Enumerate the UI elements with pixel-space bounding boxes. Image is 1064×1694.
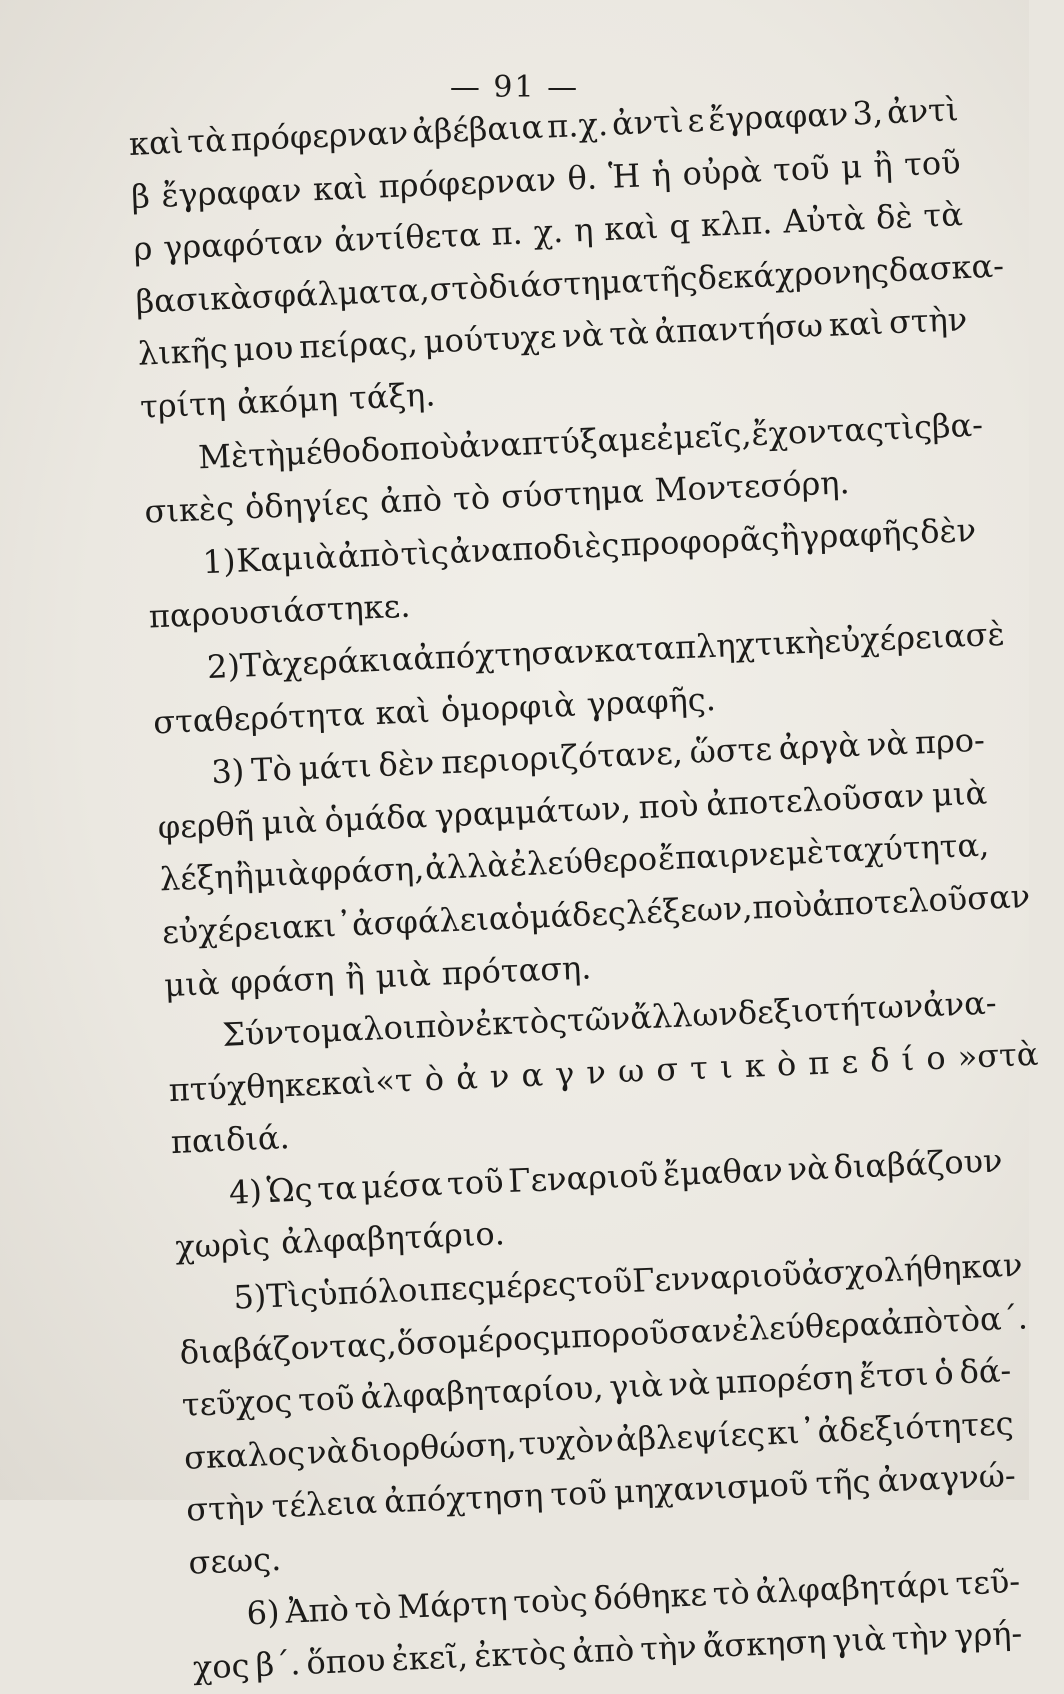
word: τὶς	[399, 532, 450, 573]
word: γιὰ	[831, 1619, 887, 1661]
word: 3,	[851, 93, 884, 133]
word: ἔγραφαν	[160, 170, 303, 215]
word: τὸ	[452, 478, 491, 518]
word: σικὲς	[143, 489, 235, 531]
word: ρ	[132, 229, 154, 269]
word: 4)	[228, 1172, 263, 1212]
word: β	[130, 176, 151, 216]
word: καὶ	[828, 303, 884, 345]
word: 1)	[201, 541, 237, 581]
word: σὲ	[964, 614, 1006, 655]
word: πεδίο	[807, 1037, 959, 1083]
word: θ.	[566, 158, 598, 198]
word: ἀκόμη	[236, 379, 339, 422]
word: οὐρὰ	[681, 151, 763, 193]
word: ἀλφαβηταρίου,	[359, 1368, 605, 1417]
word: πρόφερναν	[229, 113, 409, 159]
word: τὰ	[608, 313, 650, 354]
word: ἢ	[344, 957, 366, 997]
word: Ἀπὸ	[284, 1589, 350, 1631]
word: Γενναριοῦ	[631, 1254, 803, 1300]
word: τυχὸν	[517, 1420, 615, 1463]
word: ἀσφάλεια	[351, 898, 512, 944]
word: τὸ	[353, 1587, 393, 1628]
word: ὁμορφιὰ	[440, 685, 577, 729]
word: ἀποτελοῦσαν	[811, 876, 1031, 924]
word: ἀναποδιὲς	[448, 525, 621, 571]
word: ὅσο	[395, 1321, 458, 1363]
word: λέξεων,	[624, 888, 754, 932]
word: Μὲ	[197, 435, 249, 476]
word: σεως.	[187, 1539, 282, 1582]
word: 5)	[232, 1277, 268, 1317]
word: τοῦ	[297, 1378, 356, 1420]
word: διορθώση,	[349, 1424, 518, 1470]
word: στὴν	[185, 1487, 266, 1530]
word: διαβάζοντας,	[178, 1324, 398, 1372]
word: ποὺ	[398, 427, 460, 468]
word: μιὰ	[931, 773, 988, 814]
word: χ.	[532, 212, 564, 252]
word: διάστημα	[487, 261, 644, 306]
page-number: — 91 —	[449, 70, 580, 105]
word: ὅπου	[305, 1640, 387, 1683]
word: μέρες	[484, 1264, 577, 1307]
word: 3)	[210, 751, 246, 792]
word: δασκα-	[888, 246, 1005, 290]
word: ἀλλὰ	[424, 846, 510, 888]
word: μιὰ	[253, 854, 311, 895]
word: νὰ	[561, 315, 605, 356]
word: ἄσκηση	[701, 1622, 828, 1666]
word: ἀλφαβητάριο.	[280, 1214, 506, 1263]
word: Καμιὰ	[235, 537, 338, 580]
word: ἀποτελοῦσαν	[705, 775, 925, 824]
word: τοῦ	[549, 1473, 608, 1514]
word: χεράκια	[281, 639, 415, 683]
word: ἀναπτύξαμε	[458, 418, 658, 465]
word: ἢ	[233, 856, 255, 896]
word: μέθοδο	[284, 429, 401, 473]
word: δεκάχρονης	[696, 251, 890, 298]
word: τὰ	[922, 195, 964, 235]
word: καὶ	[128, 122, 184, 163]
word: ἀβέβαια	[411, 107, 544, 152]
word: εὐχέρεια	[823, 616, 967, 661]
word: ἀπόχτηση	[383, 1476, 545, 1521]
word: ἀπὸ	[571, 1630, 635, 1671]
word: ἐλεύθερο	[508, 839, 658, 884]
word: τα	[316, 1168, 358, 1208]
word: ὁδηγίες	[244, 483, 370, 527]
word: Ἡ	[607, 156, 641, 196]
word: τοὺς	[512, 1579, 589, 1621]
word: τοῦ	[575, 1261, 634, 1303]
word: ἀσχολήθηκαν	[800, 1245, 1024, 1293]
word: 6)	[245, 1592, 281, 1632]
word: ἀναγνώ-	[876, 1456, 1017, 1501]
word: 2)	[206, 646, 241, 687]
word: τὸ	[394, 1058, 457, 1100]
word: Ὡς	[265, 1170, 314, 1210]
word: τοῦ	[772, 148, 831, 189]
word: μέσα	[360, 1164, 444, 1207]
word: ἀβλεψίες	[615, 1414, 766, 1459]
word: καὶ	[320, 1062, 377, 1103]
word: »	[956, 1036, 978, 1076]
word: ἀπὸ	[336, 534, 401, 576]
word: πείρας,	[298, 323, 419, 367]
word: γραφῆς.	[585, 679, 717, 723]
word: νὰ	[306, 1431, 349, 1472]
word: ἀντὶ	[886, 90, 960, 132]
word: Μοντεσόρη.	[653, 463, 851, 510]
word: δὲν	[919, 510, 977, 551]
word: ὑπόλοιπες	[317, 1268, 487, 1314]
word: ἀλφαβητάρι	[754, 1564, 951, 1611]
word: ποὺ	[637, 785, 700, 826]
word: δεξιοτήτων	[737, 986, 924, 1033]
word: ἀναγνωστικὸ	[455, 1044, 810, 1097]
word: κι᾿	[302, 905, 353, 946]
word: ἐκτὸς	[474, 1001, 568, 1044]
word: τὸ	[711, 1572, 751, 1613]
word: μούτυχε	[422, 317, 558, 362]
word: Σύντομα	[221, 1010, 365, 1054]
word: στὰ	[976, 1034, 1040, 1075]
word: μηχανισμοῦ	[613, 1465, 810, 1512]
word: φερθῆ	[156, 804, 255, 847]
word: πρόφερναν	[377, 159, 557, 206]
word: προφορᾶς	[619, 518, 781, 564]
word: καταπληχτικὴ	[593, 622, 825, 670]
word: εὐχέρεια	[161, 907, 305, 952]
word: τοῦ	[903, 142, 962, 184]
word: μέρος	[456, 1318, 551, 1360]
word: καὶ	[603, 208, 660, 249]
word: ποὺ	[751, 885, 813, 927]
word: διαβάζουν	[832, 1141, 1004, 1187]
word: π.	[490, 213, 524, 254]
word: ἀντίθετα	[333, 215, 482, 260]
word: ἔγραφαν	[707, 94, 850, 139]
word: ε	[686, 100, 705, 140]
word: π.χ.	[546, 104, 609, 146]
word: ἢ	[872, 145, 894, 185]
word: τὴ	[247, 434, 286, 474]
word: γραφόταν	[162, 222, 324, 267]
word: ἢ	[779, 518, 801, 557]
word: ἐμεῖς,	[655, 414, 753, 457]
word: β΄.	[254, 1644, 302, 1685]
word: q	[668, 206, 691, 246]
word: φράση	[229, 958, 335, 1001]
word: στὴν	[888, 300, 968, 342]
word: ταχύτητα,	[823, 825, 990, 871]
word: προ-	[914, 720, 986, 762]
word: νὰ	[866, 724, 909, 764]
word: λικῆς	[137, 331, 229, 374]
word: σύστημα	[500, 471, 645, 516]
word: μποροῦσαν	[549, 1310, 733, 1357]
word: ἐλεύθερα	[730, 1304, 882, 1349]
word: τεῦχος	[181, 1381, 293, 1425]
word: μιὰ	[374, 954, 432, 995]
word: μάτι	[298, 746, 373, 788]
word: κλπ.	[700, 203, 774, 245]
word: ἀπὸ	[880, 1301, 944, 1343]
word: Γεναριοῦ	[507, 1155, 659, 1200]
word: ἀντὶ	[611, 101, 685, 143]
word: βασικὰ	[134, 277, 253, 321]
word: ἀπαντήσω	[653, 306, 824, 352]
word: ἔμαθαν	[662, 1150, 784, 1194]
word: ἔτσι	[858, 1354, 930, 1396]
word: τρίτη	[139, 384, 227, 426]
word: πτύχθηκε	[167, 1064, 322, 1109]
word: παιδιά.	[170, 1118, 291, 1162]
word: γιὰ	[608, 1365, 664, 1407]
word: μπορέση	[714, 1358, 854, 1402]
word: τῆς	[814, 1462, 872, 1503]
word: Τὶς	[265, 1275, 319, 1316]
word: τὸ	[942, 1300, 981, 1340]
word: γρή-	[953, 1614, 1023, 1655]
word: βα-	[931, 405, 984, 446]
word: χος	[192, 1646, 251, 1687]
word: λέξη	[159, 857, 235, 899]
word: ἡ	[650, 154, 672, 194]
word: τὴν	[639, 1627, 698, 1669]
word: τὴν	[891, 1617, 949, 1658]
word: ἀδεξιότητες	[816, 1403, 1015, 1451]
word: η	[573, 210, 595, 250]
word: τὶς	[883, 407, 933, 448]
word: ἀργὰ	[778, 726, 861, 768]
word: καὶ	[374, 691, 431, 732]
word: φράση,	[309, 849, 426, 893]
word: ἐκεῖ,	[390, 1637, 469, 1679]
word: μιὰ	[260, 801, 318, 842]
word: ἀνα-	[922, 983, 998, 1025]
word: τέλεια	[270, 1483, 378, 1526]
word: τῶν	[566, 998, 631, 1040]
word: ὥστε	[688, 729, 773, 772]
word: τῆς	[641, 259, 699, 300]
word: «	[374, 1061, 396, 1101]
word: τάξη.	[348, 375, 437, 417]
word: ὁ	[933, 1353, 955, 1393]
word: δόθηκε	[592, 1574, 708, 1618]
word: γραμμάτων,	[434, 788, 632, 835]
word: νὰ	[786, 1148, 830, 1189]
word: στὸ	[428, 267, 490, 309]
word: Αὐτὰ	[782, 199, 866, 241]
word: σφάλματα,	[250, 270, 431, 316]
word: ὁμάδες	[509, 893, 627, 937]
word: ἐκτὸς	[473, 1633, 567, 1676]
word: τοῦ	[446, 1162, 505, 1203]
word: κι᾿	[766, 1412, 817, 1453]
word: δὲν	[377, 743, 436, 785]
word: ὁμάδα	[323, 796, 428, 840]
word: δά-	[958, 1351, 1012, 1392]
word: μὲ	[785, 832, 825, 873]
word: σκαλος	[183, 1433, 306, 1477]
word: ἔπαιρνε	[657, 834, 786, 878]
word: τὰ	[186, 120, 228, 161]
word: δὲ	[875, 197, 914, 237]
word: πρόταση.	[440, 947, 593, 993]
word: ἄλλων	[629, 994, 739, 1037]
word: λοιπὸν	[362, 1005, 476, 1049]
word: τεῦ-	[954, 1561, 1021, 1603]
word: παρουσιάστηκε.	[148, 586, 412, 636]
word: ἀπόχτησαν	[412, 631, 595, 678]
word: νὰ	[667, 1364, 711, 1404]
word: μ	[840, 146, 863, 186]
word: Μάρτη	[396, 1583, 509, 1626]
word: σταθερότητα	[152, 694, 366, 741]
word: χωρὶς	[174, 1224, 271, 1267]
word: Τὰ	[239, 644, 284, 685]
word: Τὸ	[250, 749, 293, 790]
word: καὶ	[312, 167, 368, 208]
word: ἔχοντας	[750, 409, 885, 453]
word: α΄.	[979, 1298, 1029, 1339]
word: περιοριζότανε,	[440, 733, 684, 782]
word: μου	[232, 328, 294, 370]
word: ἀπὸ	[379, 480, 443, 521]
word: γραφῆς	[799, 512, 920, 556]
word: μιὰ	[163, 963, 221, 1004]
body-text	[128, 83, 1040, 1694]
